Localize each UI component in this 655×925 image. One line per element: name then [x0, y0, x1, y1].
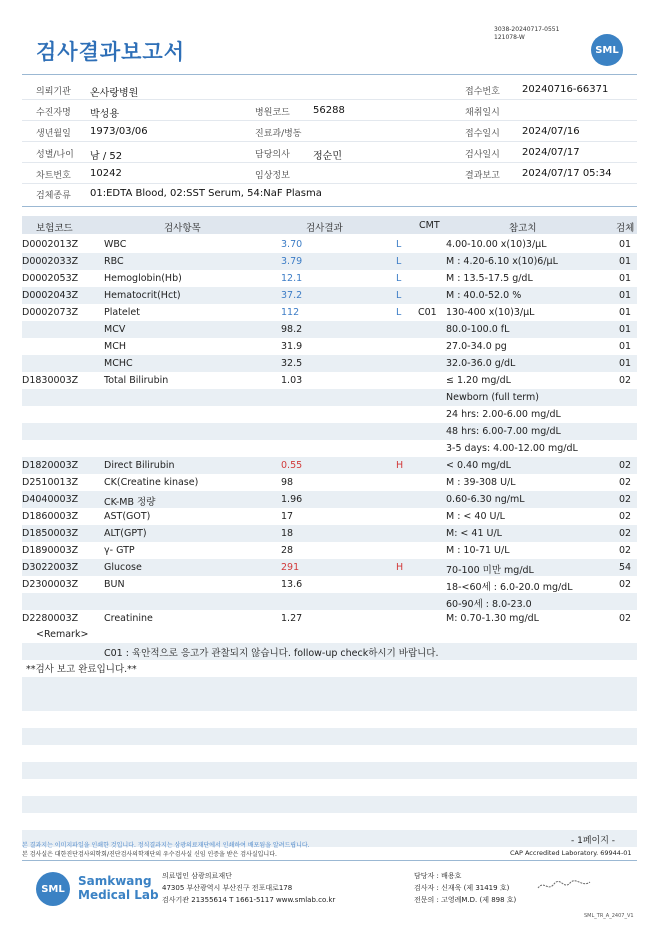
cell-result: 12.1 — [281, 273, 303, 284]
cell-specimen: 02 — [619, 494, 632, 505]
org-contact: 검사기관 21355614 T 1661-5117 www.smlab.co.kr — [162, 896, 336, 904]
table-row — [22, 542, 637, 559]
cell-result: 17 — [281, 511, 294, 522]
cell-item: CK-MB 정량 — [104, 497, 156, 508]
cell-ref: M : 10-71 U/L — [446, 545, 510, 556]
table-row — [22, 338, 637, 355]
table-row — [22, 491, 637, 508]
cell-result: 291 — [281, 562, 300, 573]
table-row — [22, 457, 637, 474]
cell-item: ALT(GPT) — [104, 528, 147, 539]
cell-ref: 70-100 미만 mg/dL — [446, 565, 534, 576]
cell-specimen: 02 — [619, 375, 632, 386]
cell-ref: < 0.40 mg/dL — [446, 460, 511, 471]
cell-specimen: 01 — [619, 324, 632, 335]
table-row — [22, 321, 637, 338]
cell-code: D2280003Z — [22, 613, 79, 624]
cell-item: AST(GOT) — [104, 511, 151, 522]
table-row — [22, 559, 637, 576]
cell-code: D3022003Z — [22, 562, 79, 573]
cell-specimen: 02 — [619, 613, 632, 624]
header-cmt: CMT — [419, 220, 440, 231]
info-divider — [22, 206, 637, 207]
cell-item: MCH — [104, 341, 126, 352]
cell-result: 3.70 — [281, 239, 303, 250]
table-row — [22, 593, 637, 610]
cell-item: BUN — [104, 579, 125, 590]
cell-item: Platelet — [104, 307, 140, 318]
table-row — [22, 406, 637, 423]
cell-code: D1830003Z — [22, 375, 79, 386]
cell-specimen: 01 — [619, 358, 632, 369]
cell-item: Hematocrit(Hct) — [104, 290, 181, 301]
cell-specimen: 02 — [619, 579, 632, 590]
sml-footer-logo: SML — [36, 872, 70, 906]
cell-code: D2510013Z — [22, 477, 79, 488]
staff-specialist: 전문의 : 고영례M.D. (제 898 호) — [414, 896, 517, 904]
table-row — [22, 236, 637, 253]
cell-cmt: C01 — [418, 307, 437, 318]
cell-code: D1860003Z — [22, 511, 79, 522]
header-result: 검사결과 — [306, 223, 343, 234]
cell-ref: 3-5 days: 4.00-12.00 mg/dL — [446, 443, 578, 454]
header-divider — [22, 74, 637, 75]
cell-specimen: 01 — [619, 341, 632, 352]
cell-ref: M: < 41 U/L — [446, 528, 502, 539]
report-complete-text: **검사 보고 완료입니다.** — [26, 664, 137, 675]
cell-flag: L — [396, 307, 402, 318]
cell-specimen: 02 — [619, 545, 632, 556]
cell-ref: ≤ 1.20 mg/dL — [446, 375, 511, 386]
table-row — [22, 287, 637, 304]
cell-item: Creatinine — [104, 613, 153, 624]
cell-item: CK(Creatine kinase) — [104, 477, 199, 488]
info-row-specimen: 검체종류 01:EDTA Blood, 02:SST Serum, 54:NaF Plasma — [36, 188, 322, 201]
table-row — [22, 372, 637, 389]
cell-result: 1.27 — [281, 613, 303, 624]
cell-ref: 4.00-10.00 x(10)3/μL — [446, 239, 547, 250]
cell-ref: 130-400 x(10)3/μL — [446, 307, 535, 318]
cell-specimen: 01 — [619, 273, 632, 284]
cell-item: Glucose — [104, 562, 142, 573]
cell-item: Direct Bilirubin — [104, 460, 175, 471]
cell-item: RBC — [104, 256, 124, 267]
results-table-header — [22, 216, 637, 234]
cell-code: D0002073Z — [22, 307, 79, 318]
staff-manager: 담당자 : 배용호 — [414, 872, 462, 880]
form-version: SML_TR_A_2407_V1 — [584, 913, 634, 919]
info-row-patient: 수진자명 박성용 병원코드 56288 채취일시 — [22, 100, 637, 121]
cell-ref: M : 13.5-17.5 g/dL — [446, 273, 533, 284]
cell-flag: H — [396, 460, 404, 471]
brand-name: Samkwang Medical Lab — [78, 874, 159, 902]
cell-result: 32.5 — [281, 358, 303, 369]
table-row — [22, 270, 637, 287]
table-row — [22, 525, 637, 542]
document-code: 3038-20240717-0551 121078-W — [494, 26, 560, 41]
table-row — [22, 474, 637, 491]
cell-flag: L — [396, 256, 402, 267]
cell-specimen: 01 — [619, 290, 632, 301]
cell-item: Hemoglobin(Hb) — [104, 273, 182, 284]
remark-label: <Remark> — [36, 629, 89, 640]
cell-code: D2300003Z — [22, 579, 79, 590]
cell-code: D1850003Z — [22, 528, 79, 539]
cell-flag: L — [396, 290, 402, 301]
empty-row — [22, 694, 637, 711]
table-row — [22, 355, 637, 372]
cell-result: 3.79 — [281, 256, 303, 267]
cell-code: D0002043Z — [22, 290, 79, 301]
cap-accreditation: CAP Accredited Laboratory. 69944-01 — [510, 849, 632, 857]
cell-ref: 18-<60세 : 6.0-20.0 mg/dL — [446, 582, 573, 593]
cell-code: D1820003Z — [22, 460, 79, 471]
cell-specimen: 02 — [619, 477, 632, 488]
cell-result: 18 — [281, 528, 294, 539]
cell-specimen: 02 — [619, 460, 632, 471]
cell-code: D0002033Z — [22, 256, 79, 267]
cell-code: D0002013Z — [22, 239, 79, 250]
cell-result: 98.2 — [281, 324, 303, 335]
cell-ref: M : < 40 U/L — [446, 511, 505, 522]
cell-specimen: 01 — [619, 307, 632, 318]
empty-row — [22, 796, 637, 813]
info-row-chart: 차트번호 10242 임상정보 결과보고 2024/07/17 05:34 — [22, 163, 637, 184]
footer-note-print: 본 결과지는 이미지파일을 인쇄한 것입니다. 정식결과지는 삼광의료재단에서 인쇄하여 배포됨을 알려드립니다. — [22, 842, 310, 849]
header-specimen: 검체 — [616, 223, 635, 234]
cell-result: 13.6 — [281, 579, 303, 590]
org-name: 의료법인 삼광의료재단 — [162, 872, 232, 880]
header-code: 보험코드 — [36, 223, 73, 234]
header-item: 검사항목 — [164, 223, 201, 234]
cell-result: 31.9 — [281, 341, 303, 352]
cell-ref: M: 0.70-1.30 mg/dL — [446, 613, 539, 624]
table-row — [22, 610, 637, 627]
cell-ref: 80.0-100.0 fL — [446, 324, 510, 335]
cell-specimen: 01 — [619, 239, 632, 250]
cell-result: 98 — [281, 477, 294, 488]
empty-row — [22, 762, 637, 779]
table-row — [22, 389, 637, 406]
cell-ref: 0.60-6.30 ng/mL — [446, 494, 525, 505]
cell-item: γ- GTP — [104, 545, 135, 556]
cell-result: 28 — [281, 545, 294, 556]
cell-ref: 27.0-34.0 pg — [446, 341, 507, 352]
cell-ref: Newborn (full term) — [446, 392, 539, 403]
cell-ref: M : 4.20-6.10 x(10)6/μL — [446, 256, 558, 267]
cell-specimen: 02 — [619, 511, 632, 522]
cell-ref: 24 hrs: 2.00-6.00 mg/dL — [446, 409, 561, 420]
cell-code: D4040003Z — [22, 494, 79, 505]
signature-image — [536, 878, 592, 894]
cell-ref: 48 hrs: 6.00-7.00 mg/dL — [446, 426, 561, 437]
table-row — [22, 423, 637, 440]
table-row — [22, 253, 637, 270]
cell-result: 0.55 — [281, 460, 303, 471]
remark-text: C01 : 육안적으로 응고가 관찰되지 않습니다. follow-up check하시기 바랍니다. — [104, 648, 439, 659]
table-row — [22, 304, 637, 321]
cell-flag: L — [396, 273, 402, 284]
cell-specimen: 01 — [619, 256, 632, 267]
cell-result: 37.2 — [281, 290, 303, 301]
cell-specimen: 54 — [619, 562, 632, 573]
cell-code: D0002053Z — [22, 273, 79, 284]
cell-result: 1.03 — [281, 375, 303, 386]
info-row-institution: 의뢰기관 온사랑병원 접수번호 20240716-66371 — [22, 79, 637, 100]
info-row-sex-age: 성별/나이 남 / 52 담당의사 정순민 검사일시 2024/07/17 — [22, 142, 637, 163]
sml-logo: SML — [591, 34, 623, 66]
cell-item: MCV — [104, 324, 126, 335]
cell-item: MCHC — [104, 358, 133, 369]
cell-ref: 60-90세 : 8.0-23.0 — [446, 599, 532, 610]
cell-code: D1890003Z — [22, 545, 79, 556]
empty-row — [22, 728, 637, 745]
cell-item: Total Bilirubin — [104, 375, 169, 386]
cell-flag: L — [396, 239, 402, 250]
cell-flag: H — [396, 562, 404, 573]
report-title: 검사결과보고서 — [36, 40, 186, 64]
cell-ref: 32.0-36.0 g/dL — [446, 358, 516, 369]
header-ref: 참고치 — [509, 223, 537, 234]
footer-note-cert: 본 검사실은 대한진단검사의학회/진단검사의학재단의 우수검사실 신임 인증을 받은 검사실입니다. — [22, 851, 277, 858]
info-row-birth: 생년월일 1973/03/06 진료과/병동 접수일시 2024/07/16 — [22, 121, 637, 142]
table-row — [22, 440, 637, 457]
staff-tester: 검사자 : 신재욱 (제 31419 호) — [414, 884, 510, 892]
org-address: 47305 부산광역시 부산진구 전포대로178 — [162, 884, 293, 892]
page-number: - 1페이지 - — [571, 836, 616, 846]
footer-divider — [22, 860, 637, 861]
cell-result: 1.96 — [281, 494, 303, 505]
cell-ref: M : 40.0-52.0 % — [446, 290, 522, 301]
cell-specimen: 02 — [619, 528, 632, 539]
table-row — [22, 508, 637, 525]
cell-ref: M : 39-308 U/L — [446, 477, 516, 488]
table-row — [22, 576, 637, 593]
cell-result: 112 — [281, 307, 300, 318]
cell-item: WBC — [104, 239, 127, 250]
empty-row — [22, 677, 637, 694]
